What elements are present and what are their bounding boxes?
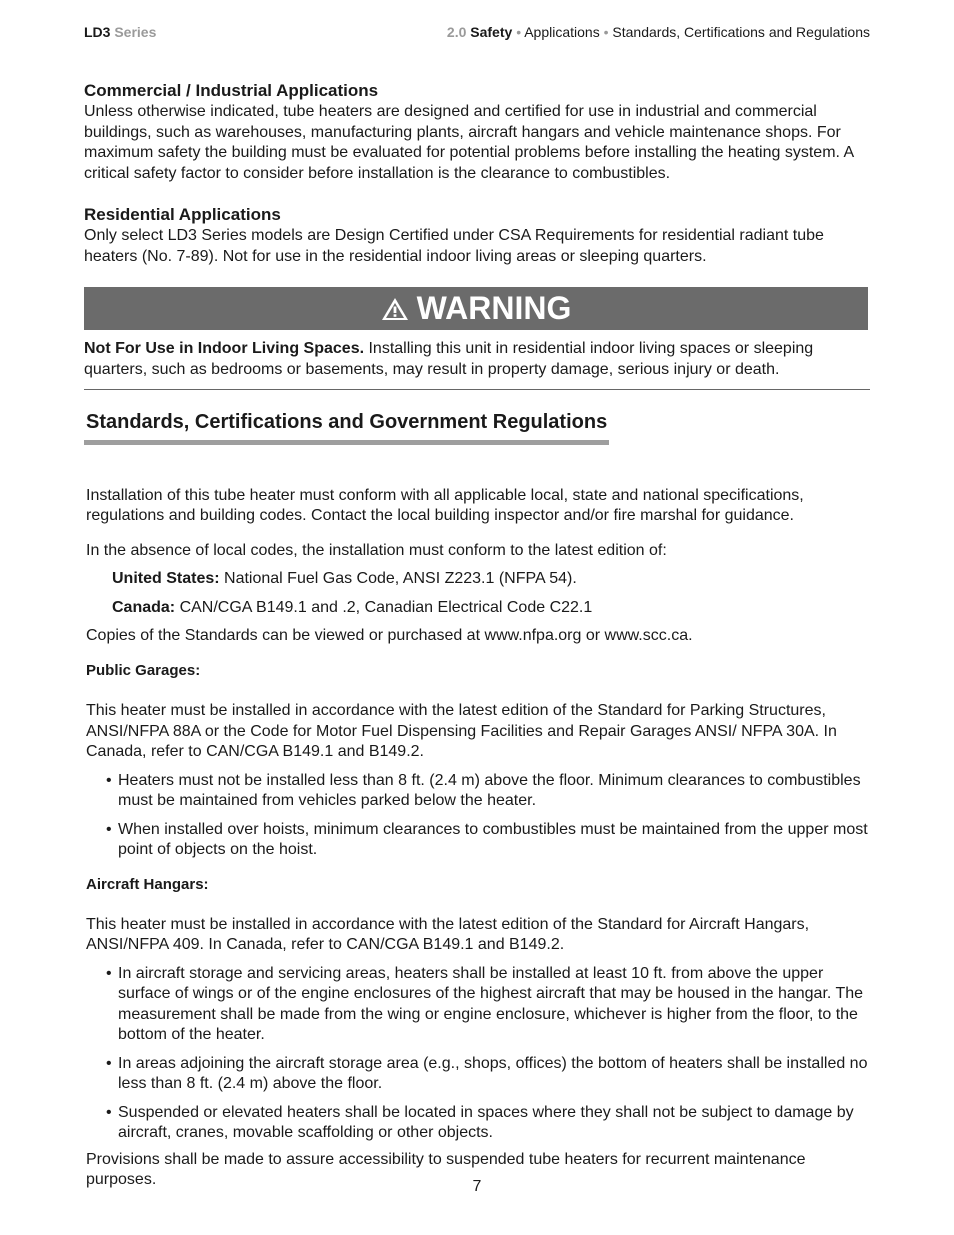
residential-heading: Residential Applications xyxy=(84,205,281,224)
page-content xyxy=(84,80,874,1191)
warning-triangle-icon xyxy=(381,297,409,321)
breadcrumb xyxy=(447,24,870,40)
list-item-text: When installed over hoists, minimum clearances to combustibles must be maintained from the upper most point of objects on the hoist. xyxy=(118,820,868,859)
code-us-label: United States: xyxy=(112,570,220,588)
list-item-text: In areas adjoining the aircraft storage area (e.g., shops, offices) the bottom of heaters shall be installed no less than 8 ft. (2.4 m) above the floor. xyxy=(118,1054,868,1093)
list-item-text: Suspended or elevated heaters shall be located in spaces where they shall not be subject to damage by aircraft, cranes, movable scaffolding or other objects. xyxy=(118,1103,854,1142)
bullet: • xyxy=(106,1054,112,1072)
list-item-text: Heaters must not be installed less than 8 ft. (2.4 m) above the floor. Minimum clearances to combustibles must be maintained from vehicles parked below the heater. xyxy=(118,771,861,810)
list-item xyxy=(84,964,874,1046)
breadcrumb-applications: Applications xyxy=(524,24,600,40)
warning-title: WARNING xyxy=(416,290,572,327)
divider xyxy=(84,389,870,390)
code-canada xyxy=(84,598,874,619)
garages-heading: Public Garages: xyxy=(86,661,201,679)
garages-body: This heater must be installed in accordance with the latest edition of the Standard for Parking Structures, ANSI/NFPA 88A or the Code for Motor Fuel Dispensing Facilities and Repair Garages ANSI/ NFPA 30A. In Canada, refer to CAN/CGA B149.1 and B149.2. xyxy=(86,702,837,761)
hangars-body: This heater must be installed in accordance with the latest edition of the Standard for Aircraft Hangars, ANSI/NFPA 409. In Canada, refer to CAN/CGA B149.1 and B149.2. xyxy=(86,915,810,954)
commercial-heading: Commercial / Industrial Applications xyxy=(84,81,379,100)
bullet: • xyxy=(106,964,112,982)
warning-text xyxy=(84,339,874,380)
garages-list xyxy=(84,771,874,861)
hangars-provisions: Provisions shall be made to assure accessibility to suspended tube heaters for recurrent maintenance purposes. xyxy=(86,1150,806,1189)
warning-body: Installing this unit in residential indoor living spaces or sleeping quarters, such as bedrooms or basements, may result in property damage, serious injury or death. xyxy=(84,340,814,378)
bullet: • xyxy=(106,820,112,838)
code-us xyxy=(84,569,874,590)
list-item xyxy=(84,1103,874,1144)
code-canada-label: Canada: xyxy=(112,598,176,616)
hangars-heading: Aircraft Hangars: xyxy=(86,875,209,893)
standards-absence: In the absence of local codes, the installation must conform to the latest edition of: xyxy=(86,541,667,559)
page-header xyxy=(84,24,870,44)
code-canada-text: CAN/CGA B149.1 and .2, Canadian Electrical Code C22.1 xyxy=(179,598,593,616)
product-name: LD3 xyxy=(84,24,111,40)
breadcrumb-standards: Standards, Certifications and Regulations xyxy=(612,24,870,40)
commercial-body: Unless otherwise indicated, tube heaters are designed and certified for use in industrial and commercial buildings, such as warehouses, manufacturing plants, aircraft hangars and vehicle maintenance shops. For maximum safety the building must be evaluated for potential problems before installing the heating system. A critical safety factor to consider before installation is the clearance to combustibles. xyxy=(84,103,854,182)
warning-banner xyxy=(84,287,868,330)
residential-section xyxy=(84,204,874,267)
list-item xyxy=(84,771,874,812)
breadcrumb-separator: • xyxy=(516,24,522,40)
product-series: Series xyxy=(114,24,157,40)
commercial-section xyxy=(84,80,874,184)
page-number: 7 xyxy=(472,1178,482,1195)
header-product xyxy=(84,24,156,40)
bullet: • xyxy=(106,1103,112,1121)
hangars-list xyxy=(84,964,874,1144)
standards-copies: Copies of the Standards can be viewed or purchased at www.nfpa.org or www.scc.ca. xyxy=(86,627,693,645)
residential-body: Only select LD3 Series models are Design Certified under CSA Requirements for residential radiant tube heaters (No. 7-89). Not for use in the residential indoor living areas or sleeping quarters. xyxy=(84,227,824,265)
breadcrumb-separator: • xyxy=(603,24,609,40)
list-item xyxy=(84,820,874,861)
section-number: 2.0 xyxy=(446,24,467,40)
list-item xyxy=(84,1054,874,1095)
bullet: • xyxy=(106,771,112,789)
section-name: Safety xyxy=(470,24,513,40)
list-item-text: In aircraft storage and servicing areas, heaters shall be installed at least 10 ft. from above the upper surface of wings or of the engine enclosures of the highest aircraft that may be housed in the hangar. The measurement shall be made from the wing or engine enclosure, whichever is higher from the floor, to the bottom of the heater. xyxy=(118,964,864,1044)
standards-intro: Installation of this tube heater must conform with all applicable local, state and national specifications, regulations and building codes. Contact the local building inspector and/or fire marshal for guidance. xyxy=(86,486,804,525)
warning-lead: Not For Use in Indoor Living Spaces. xyxy=(84,340,365,357)
code-us-text: National Fuel Gas Code, ANSI Z223.1 (NFPA 54). xyxy=(224,570,577,588)
standards-title: Standards, Certifications and Government Regulations xyxy=(84,408,609,445)
